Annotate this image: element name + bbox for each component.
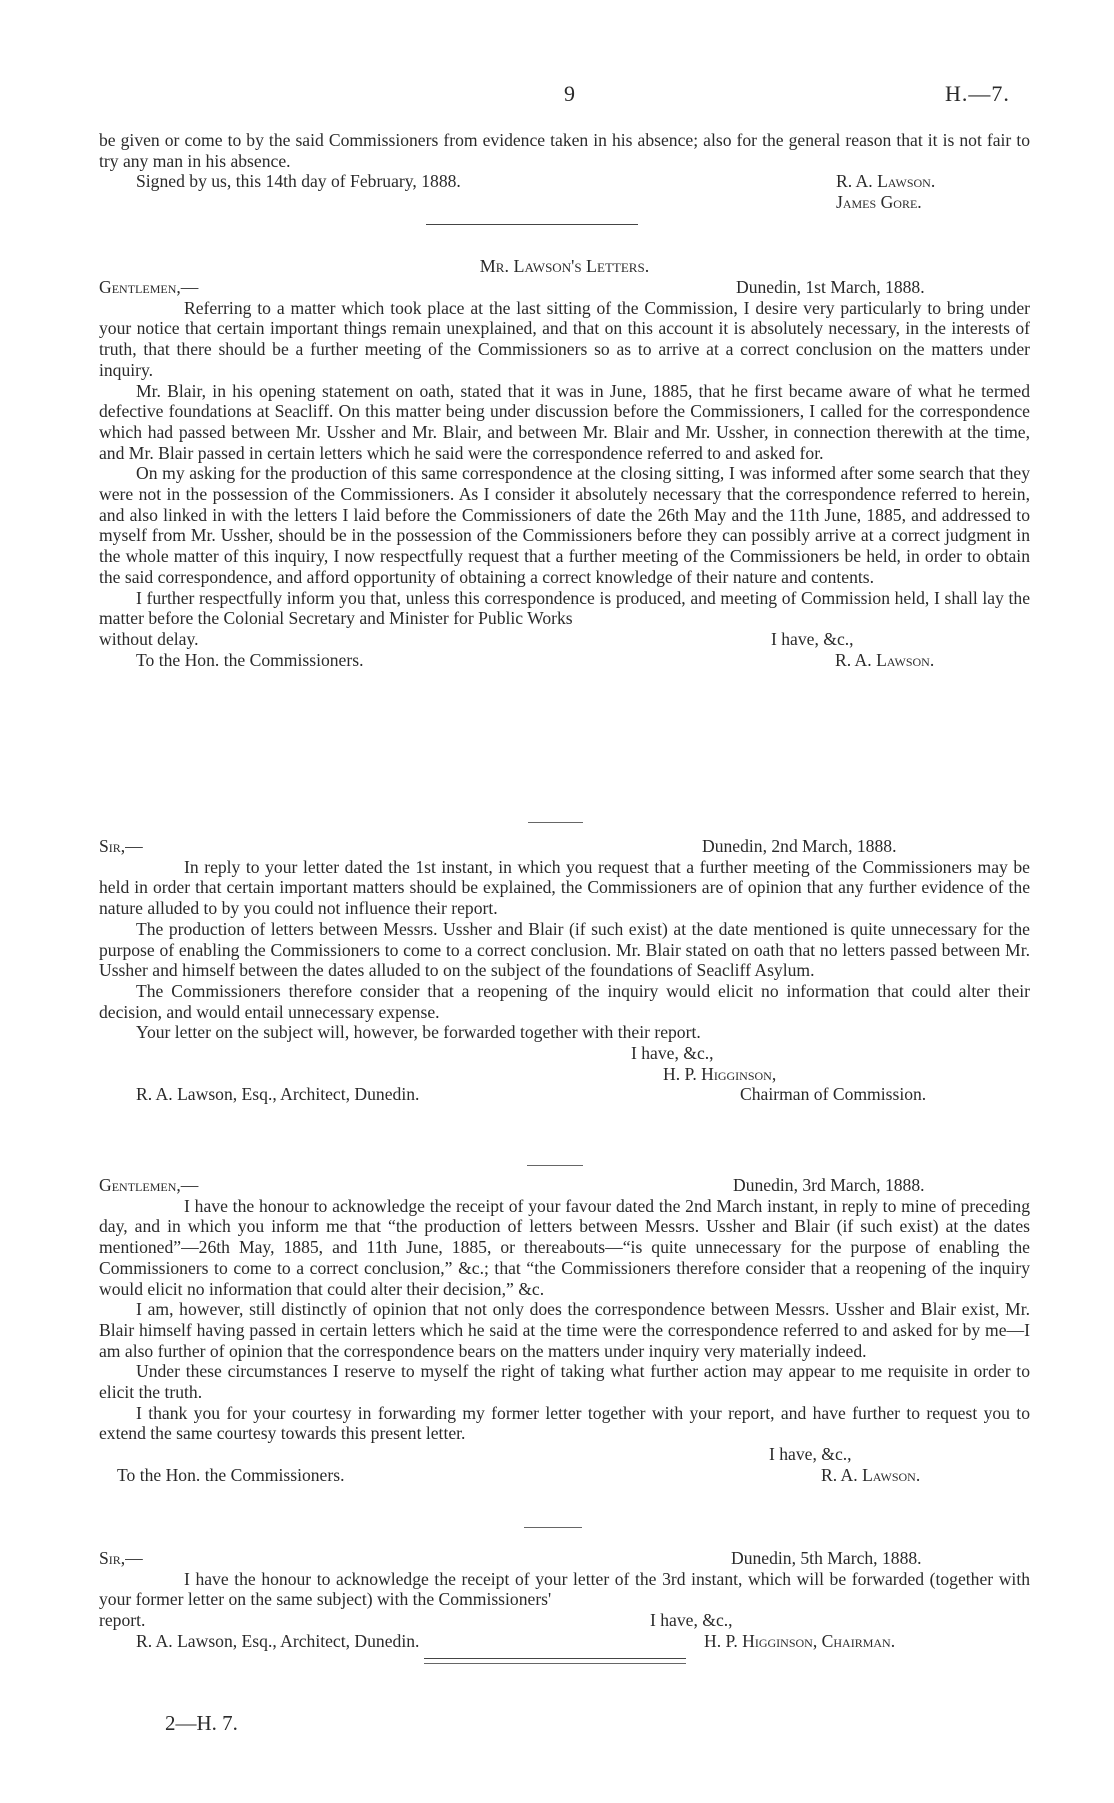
- letter-4: [99, 1548, 1030, 1651]
- section-divider: [426, 224, 638, 225]
- paragraph: In reply to your letter dated the 1st instant, in which you request that a further meeting of the Commissioners may be held in order that certain important matters should be explained, the Commissioners are of opinion that any further evidence of the nature alluded to by you could not influence their report.: [99, 856, 1030, 919]
- letter-divider: [524, 1527, 582, 1528]
- signature-row: [99, 171, 1030, 192]
- letter-2: [99, 836, 1030, 1105]
- signatory-lawson: R. A. Lawson.: [836, 171, 936, 192]
- paragraph: I thank you for your courtesy in forwarding my former letter together with your report, and have further to request you to extend the same courtesy towards this present letter.: [99, 1402, 1030, 1444]
- document-reference: H.—7.: [945, 81, 1010, 106]
- paragraph: The Commissioners therefore consider that a reopening of the inquiry would elicit no information that could alter their decision, and would entail unnecessary expense.: [99, 980, 1030, 1022]
- signature: R. A. Lawson.: [835, 649, 935, 670]
- intro-continuation: be given or come to by the said Commissioners from evidence taken in his absence; also for the general reason that it is not fair to try any man in his absence.: [99, 130, 1030, 171]
- addressee: R. A. Lawson, Esq., Architect, Dunedin.: [136, 1630, 420, 1651]
- paragraph: Mr. Blair, in his opening statement on oath, stated that it was in June, 1885, that he first became aware of what he termed defective foundations at Seacliff. On this matter being under discussion before the Commissioners, I called for the correspondence which had passed between Mr. Ussher and Mr. Blair, and between Mr. Blair and Mr. Ussher, in connection therewith at the time, and Mr. Blair passed in certain letters which he said were the correspondence referred to and asked for.: [99, 380, 1030, 463]
- closing: I have, &c.,: [650, 1610, 733, 1631]
- paragraph: Under these circumstances I reserve to myself the right of taking what further action may appear to me requisite in order to elicit the truth.: [99, 1361, 1030, 1403]
- end-rule-top: [424, 1658, 686, 1659]
- closing: I have, &c.,: [631, 1043, 714, 1064]
- salutation: Sir,—: [99, 836, 143, 856]
- signature-mark: 2—H. 7.: [165, 1711, 238, 1735]
- intro-section: [99, 130, 1030, 213]
- end-rule-bottom: [424, 1663, 686, 1664]
- letter-divider: [528, 822, 583, 823]
- signatory-gore: James Gore.: [836, 192, 922, 213]
- signed-line: Signed by us, this 14th day of February, 1888.: [136, 171, 461, 192]
- section-title: Mr. Lawson's Letters.: [479, 256, 650, 276]
- last-line: report.: [99, 1610, 146, 1631]
- place-date: Dunedin, 3rd March, 1888.: [733, 1175, 925, 1195]
- place-date: Dunedin, 2nd March, 1888.: [702, 836, 897, 856]
- paragraph: I further respectfully inform you that, unless this correspondence is produced, and meeting of Commission held, I shall lay the matter before the Colonial Secretary and Minister for Public Works: [99, 587, 1030, 629]
- salutation: Sir,—: [99, 1548, 143, 1568]
- signature: R. A. Lawson.: [821, 1464, 921, 1485]
- place-date: Dunedin, 1st March, 1888.: [736, 277, 925, 297]
- letter-3: [99, 1175, 1030, 1486]
- last-line: without delay.: [99, 628, 199, 649]
- paragraph: Your letter on the subject will, however, be forwarded together with their report.: [136, 1022, 701, 1043]
- salutation: Gentlemen,—: [99, 277, 199, 297]
- salutation: Gentlemen,—: [99, 1175, 199, 1195]
- signature: H. P. Higginson,: [663, 1063, 777, 1084]
- page-number: 9: [564, 81, 575, 106]
- addressee: To the Hon. the Commissioners.: [136, 649, 364, 670]
- signature-row-2: [99, 192, 1030, 213]
- paragraph: The production of letters between Messrs. Ussher and Blair (if such exist) at the date mentioned is quite unnecessary for the purpose of enabling the Commissioners to come to a correct conclusion. Mr. Blair stated on oath that no letters passed between Mr. Ussher and himself between the dates alluded to on the subject of the foundations of Seacliff Asylum.: [99, 918, 1030, 981]
- addressee: To the Hon. the Commissioners.: [117, 1464, 345, 1485]
- paragraph: I am, however, still distinctly of opinion that not only does the correspondence between Messrs. Ussher and Blair exist, Mr. Blair himself having passed in certain letters which he said at the time were the correspondence referred to and asked for by me—I am also further of opinion that the correspondence bears on the matters under inquiry very materially indeed.: [99, 1299, 1030, 1361]
- paragraph: I have the honour to acknowledge the receipt of your favour dated the 2nd March instant, in reply to mine of preceding day, and in which you inform me that “the production of letters between Messrs. Ussher and Blair (if such exist) at the dates mentioned”—26th May, 1885, and 11th June, 1885, or thereabouts—“is quite unnecessary for the purpose of enabling the Commissioners to come to a correct conclusion,” &c.; that “the Commissioners therefore consider that a reopening of the inquiry would elicit no information that could alter their decision,” &c.: [99, 1195, 1030, 1299]
- addressee: R. A. Lawson, Esq., Architect, Dunedin.: [136, 1084, 420, 1105]
- letter-divider: [527, 1165, 583, 1166]
- place-date: Dunedin, 5th March, 1888.: [731, 1548, 922, 1568]
- paragraph: On my asking for the production of this same correspondence at the closing sitting, I was informed after some search that they were not in the possession of the Commissioners. As I consider it absolutely necessary that the correspondence referred to herein, and also linked in with the letters I laid before the Commissioners of date the 26th May and the 11th June, 1885, and addressed to myself from Mr. Ussher, should be in the possession of the Commissioners before they can possibly arrive at a correct judgment in the whole matter of this inquiry, I now respectfully request that a further meeting of the Commissioners be held, in order to obtain the said correspondence, and afford opportunity of obtaining a correct knowledge of their nature and contents.: [99, 463, 1030, 587]
- letter-1: [99, 277, 1030, 670]
- signature: H. P. Higginson, Chairman.: [704, 1630, 896, 1651]
- paragraph: Referring to a matter which took place at the last sitting of the Commission, I desire very particularly to bring under your notice that certain important things remain unexplained, and that on this account it is absolutely necessary, in the interests of truth, that there should be a further meeting of the Commissioners so as to arrive at a correct conclusion on the matters under inquiry.: [99, 297, 1030, 380]
- signature-title: Chairman of Commission.: [740, 1084, 927, 1105]
- closing: I have, &c.,: [769, 1444, 852, 1465]
- paragraph: I have the honour to acknowledge the receipt of your letter of the 3rd instant, which will be forwarded (together with your former letter on the same subject) with the Commissioners': [99, 1568, 1030, 1610]
- closing: I have, &c.,: [771, 628, 854, 649]
